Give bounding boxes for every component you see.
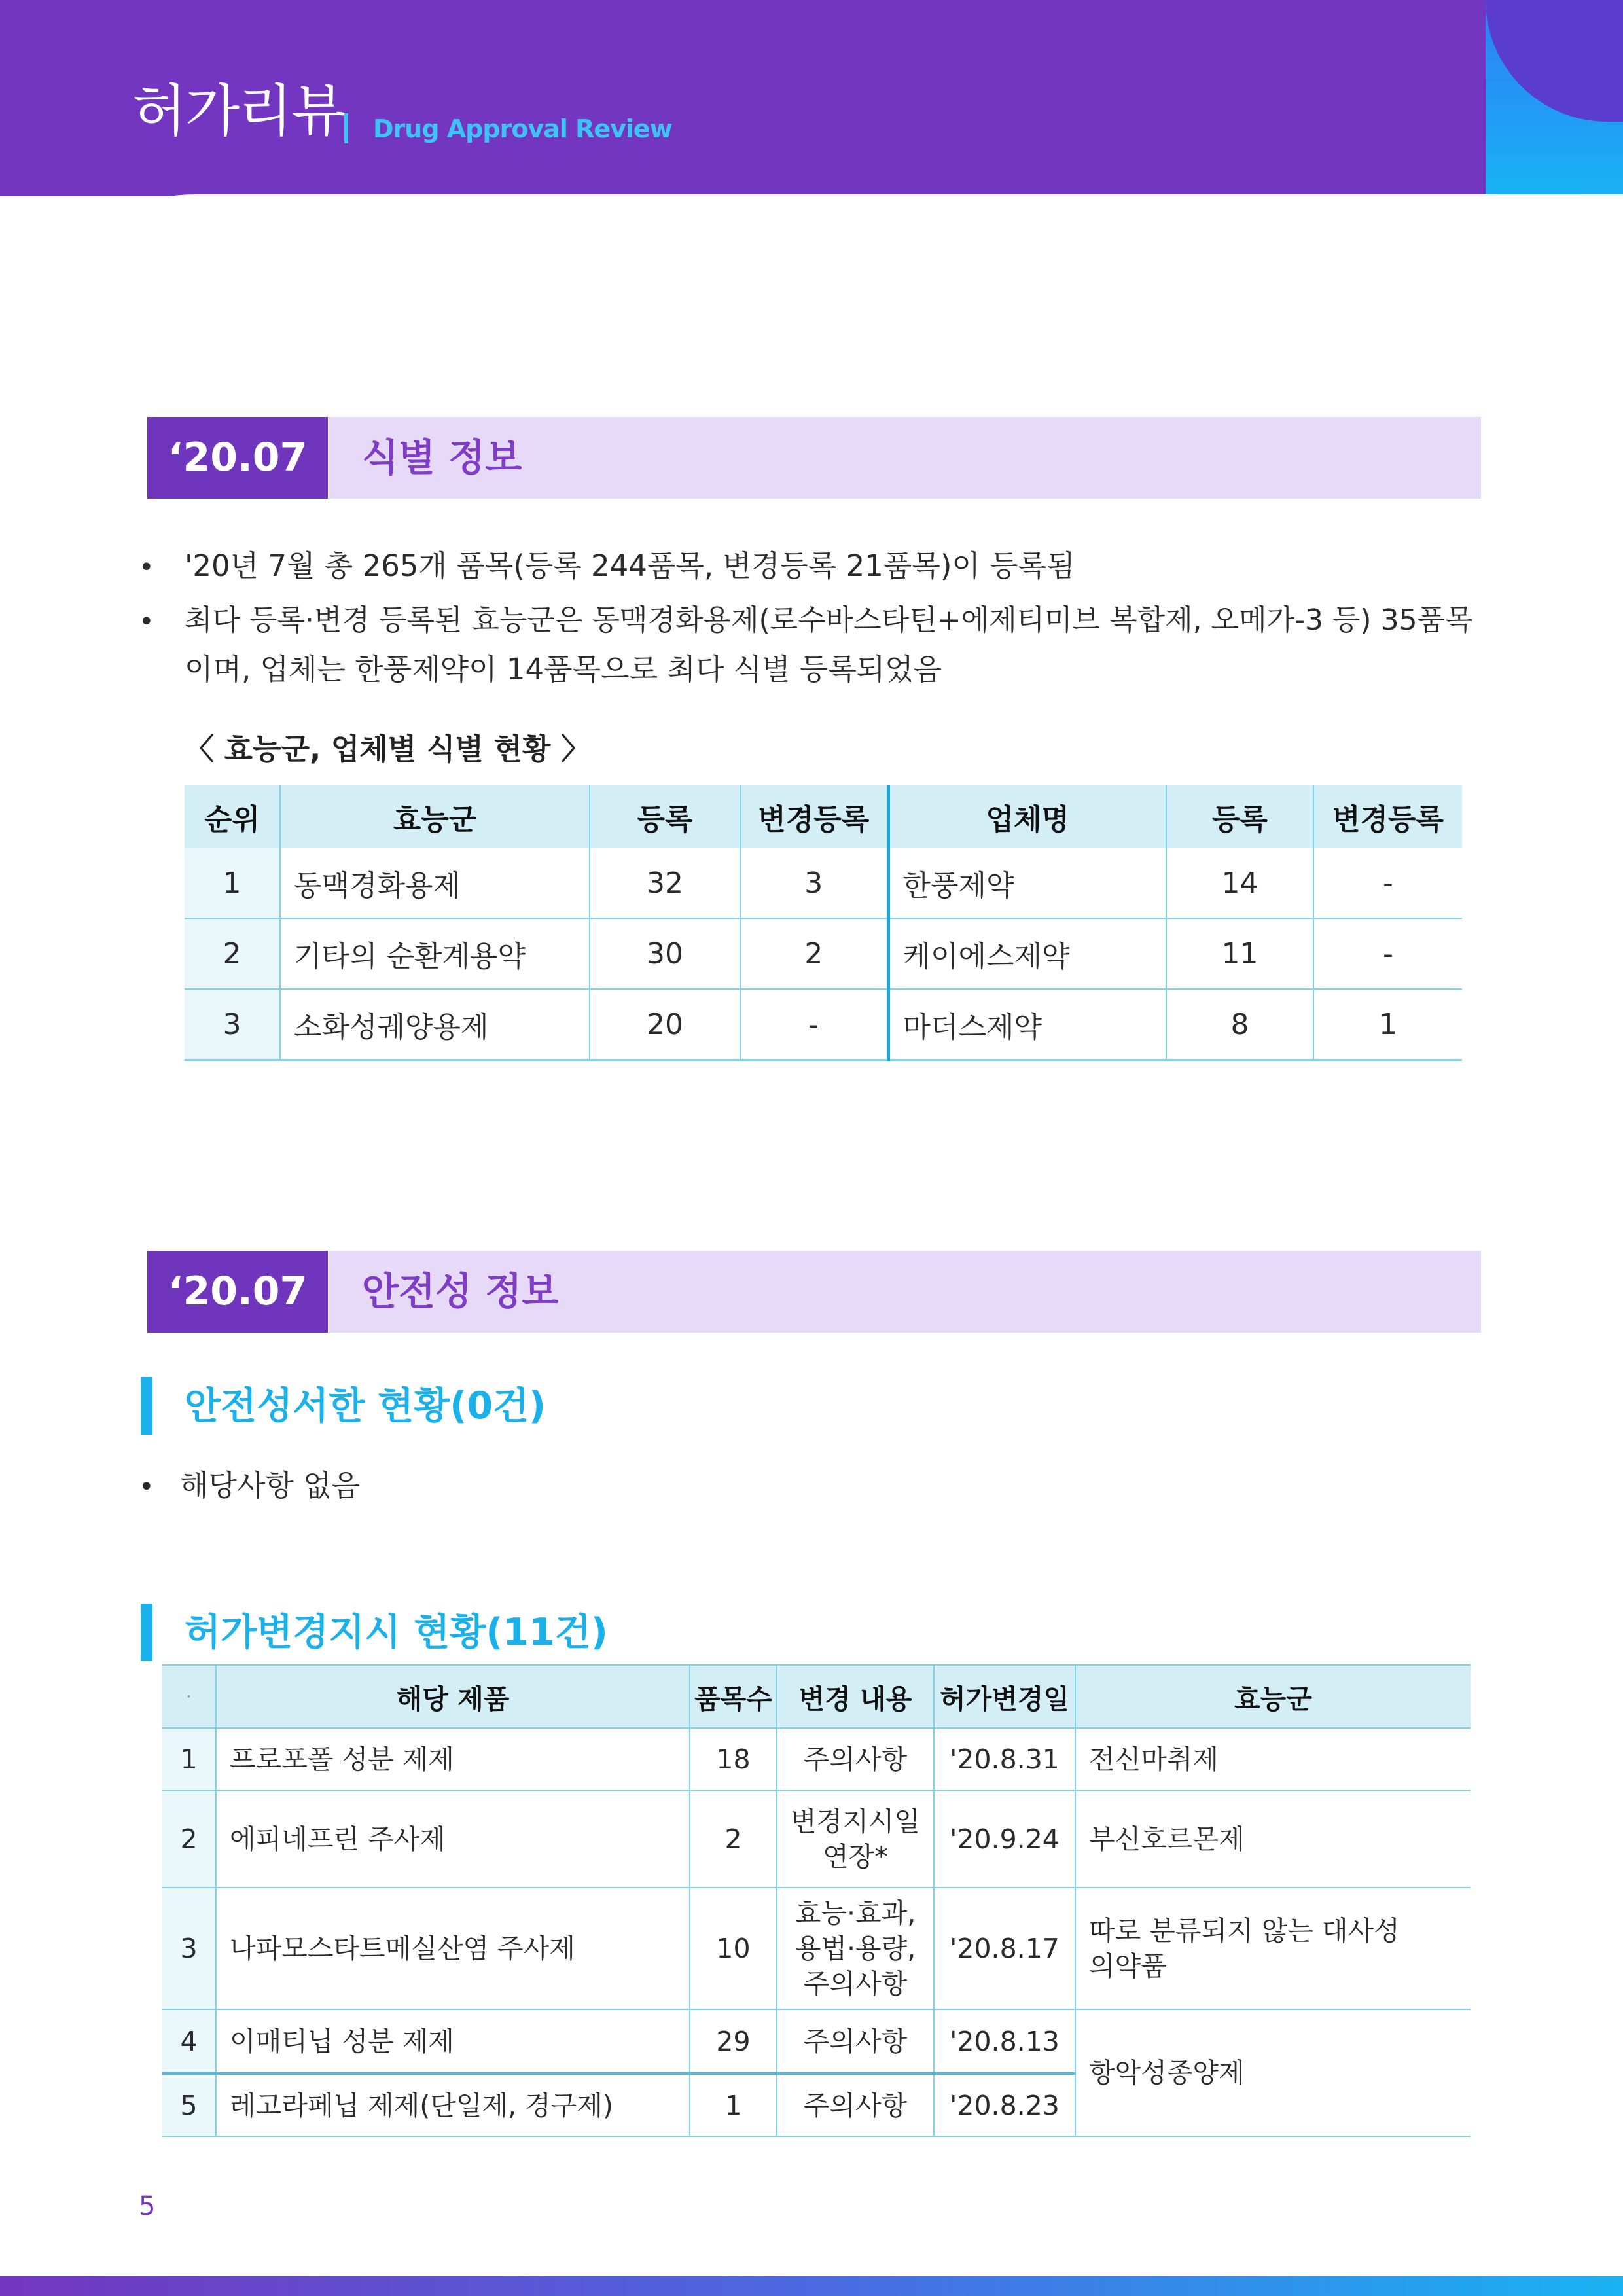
- bullet-text-continued: 이며, 업체는 한풍제약이 14품목으로 최다 식별 등록되었음: [185, 652, 942, 687]
- cell-date: '20.8.13: [934, 2009, 1075, 2073]
- cell-date: '20.8.23: [934, 2073, 1075, 2136]
- header-curve: [0, 194, 1623, 587]
- col-header-group: 효능군: [1075, 1665, 1471, 1728]
- cell-changed: -: [740, 989, 888, 1060]
- cell-company: 한풍제약: [888, 848, 1166, 918]
- cell-registered: 11: [1166, 918, 1313, 989]
- cell-date: '20.9.24: [934, 1791, 1075, 1888]
- cell-rank: 1: [185, 848, 280, 918]
- bullet-item: [139, 1461, 154, 1512]
- cell-change: 주의사항: [777, 2009, 934, 2073]
- cell-no: 3: [162, 1888, 216, 2009]
- cell-registered: 20: [590, 989, 740, 1060]
- cell-group: 소화성궤양용제: [280, 989, 590, 1060]
- col-header-changed: 변경등록: [1313, 785, 1462, 848]
- cell-group: 부신호르몬제: [1075, 1791, 1471, 1888]
- approval-change-heading: 허가변경지시 현황(11건): [185, 1611, 608, 1654]
- cell-rank: 2: [185, 918, 280, 989]
- cell-count: 29: [690, 2009, 777, 2073]
- brand-separator: [344, 113, 348, 143]
- subhead-marker: [141, 1377, 152, 1435]
- cell-no: 2: [162, 1791, 216, 1888]
- cell-change: [777, 1888, 934, 2009]
- cell-change-line: 연장*: [823, 1841, 888, 1873]
- cell-changed: 2: [740, 918, 888, 989]
- cell-registered: 14: [1166, 848, 1313, 918]
- bullet-text: 최다 등록·변경 등록된 효능군은 동맥경화용제(로수바스타틴+에제티미브 복합제, 오메가-3 등) 35품목: [185, 603, 1473, 637]
- cell-change-line: 주의사항: [803, 1968, 908, 2000]
- page-number: 5: [139, 2191, 156, 2221]
- cell-no: 1: [162, 1728, 216, 1791]
- cell-rank: 3: [185, 989, 280, 1060]
- cell-registered: 8: [1166, 989, 1313, 1060]
- identification-table: [185, 785, 1462, 1061]
- table-header-row: [162, 1665, 1471, 1728]
- bullet-dot-icon: •: [139, 607, 154, 637]
- cell-change: 주의사항: [777, 2073, 934, 2136]
- cell-count: 1: [690, 2073, 777, 2136]
- table-row: [162, 1791, 1471, 1888]
- table-caption: 〈 효능군, 업체별 식별 현황 〉: [185, 732, 591, 766]
- bullet-text: '20년 7월 총 265개 품목(등록 244품목, 변경등록 21품목)이 등록됨: [185, 548, 1075, 583]
- col-header-registered: 등록: [590, 785, 740, 848]
- approval-change-table: [162, 1664, 1471, 2137]
- col-header-count: 품목수: [690, 1665, 777, 1728]
- cell-group-line: 의약품: [1089, 1950, 1167, 1982]
- cell-change-line: 용법·용량,: [794, 1933, 916, 1964]
- section1-title: 식별 정보: [329, 417, 1481, 499]
- table-row: [162, 2009, 1471, 2073]
- cell-group: 동맥경화용제: [280, 848, 590, 918]
- cell-no: 5: [162, 2073, 216, 2136]
- table-row: [162, 1728, 1471, 1791]
- cell-count: 2: [690, 1791, 777, 1888]
- table-row: [185, 989, 1462, 1060]
- bullet-dot-icon: •: [139, 552, 154, 583]
- bullet-dot-icon: •: [139, 1472, 154, 1502]
- bullet-item: [139, 596, 154, 647]
- cell-changed: 1: [1313, 989, 1462, 1060]
- cell-change: 주의사항: [777, 1728, 934, 1791]
- col-header-company: 업체명: [888, 785, 1166, 848]
- cell-product: 이매티닙 성분 제제: [216, 2009, 690, 2073]
- cell-company: 마더스제약: [888, 989, 1166, 1060]
- section2-title: 안전성 정보: [329, 1251, 1481, 1333]
- cell-change-line: 변경지시일: [790, 1806, 921, 1837]
- col-header-change: 변경 내용: [777, 1665, 934, 1728]
- cell-changed: 3: [740, 848, 888, 918]
- cell-product: 레고라페닙 제제(단일제, 경구제): [216, 2073, 690, 2136]
- col-header-rank: 순위: [185, 785, 280, 848]
- bullet-text: 해당사항 없음: [180, 1468, 361, 1503]
- cell-count: 18: [690, 1728, 777, 1791]
- cell-group: 기타의 순환계용약: [280, 918, 590, 989]
- section1-date: ‘20.07: [147, 417, 328, 499]
- cell-product: 나파모스타트메실산염 주사제: [216, 1888, 690, 2009]
- brand-title-english: Drug Approval Review: [373, 115, 672, 143]
- subhead-marker: [141, 1604, 152, 1661]
- col-header-group: 효능군: [280, 785, 590, 848]
- cell-registered: 32: [590, 848, 740, 918]
- cell-product: 프로포폴 성분 제제: [216, 1728, 690, 1791]
- safety-letter-heading: 안전성서한 현황(0건): [185, 1384, 546, 1427]
- cell-group: [1075, 1888, 1471, 2009]
- cell-date: '20.8.31: [934, 1728, 1075, 1791]
- cell-changed: -: [1313, 918, 1462, 989]
- col-header-date: 허가변경일: [934, 1665, 1075, 1728]
- brand-title-korean: 허가리뷰: [132, 79, 345, 144]
- cell-change: [777, 1791, 934, 1888]
- cell-no: 4: [162, 2009, 216, 2073]
- table-header-row: [185, 785, 1462, 848]
- cell-registered: 30: [590, 918, 740, 989]
- cell-change-line: 효능·효과,: [794, 1897, 916, 1929]
- cell-changed: -: [1313, 848, 1462, 918]
- col-header-changed: 변경등록: [740, 785, 888, 848]
- bullet-item: [139, 541, 154, 592]
- cell-group-line: 따로 분류되지 않는 대사성: [1089, 1915, 1400, 1946]
- cell-company: 케이에스제약: [888, 918, 1166, 989]
- table-row: [185, 848, 1462, 918]
- cell-product: 에피네프린 주사제: [216, 1791, 690, 1888]
- footer-gradient-bar: [0, 2276, 1623, 2296]
- cell-date: '20.8.17: [934, 1888, 1075, 2009]
- table-row: [162, 1888, 1471, 2009]
- section2-date: ‘20.07: [147, 1251, 328, 1333]
- cell-group: 항악성종양제: [1075, 2009, 1471, 2136]
- col-header-registered: 등록: [1166, 785, 1313, 848]
- cell-group: 전신마취제: [1075, 1728, 1471, 1791]
- cell-count: 10: [690, 1888, 777, 2009]
- col-header-product: 해당 제품: [216, 1665, 690, 1728]
- table-row: [185, 918, 1462, 989]
- col-header-no: ·: [162, 1665, 216, 1728]
